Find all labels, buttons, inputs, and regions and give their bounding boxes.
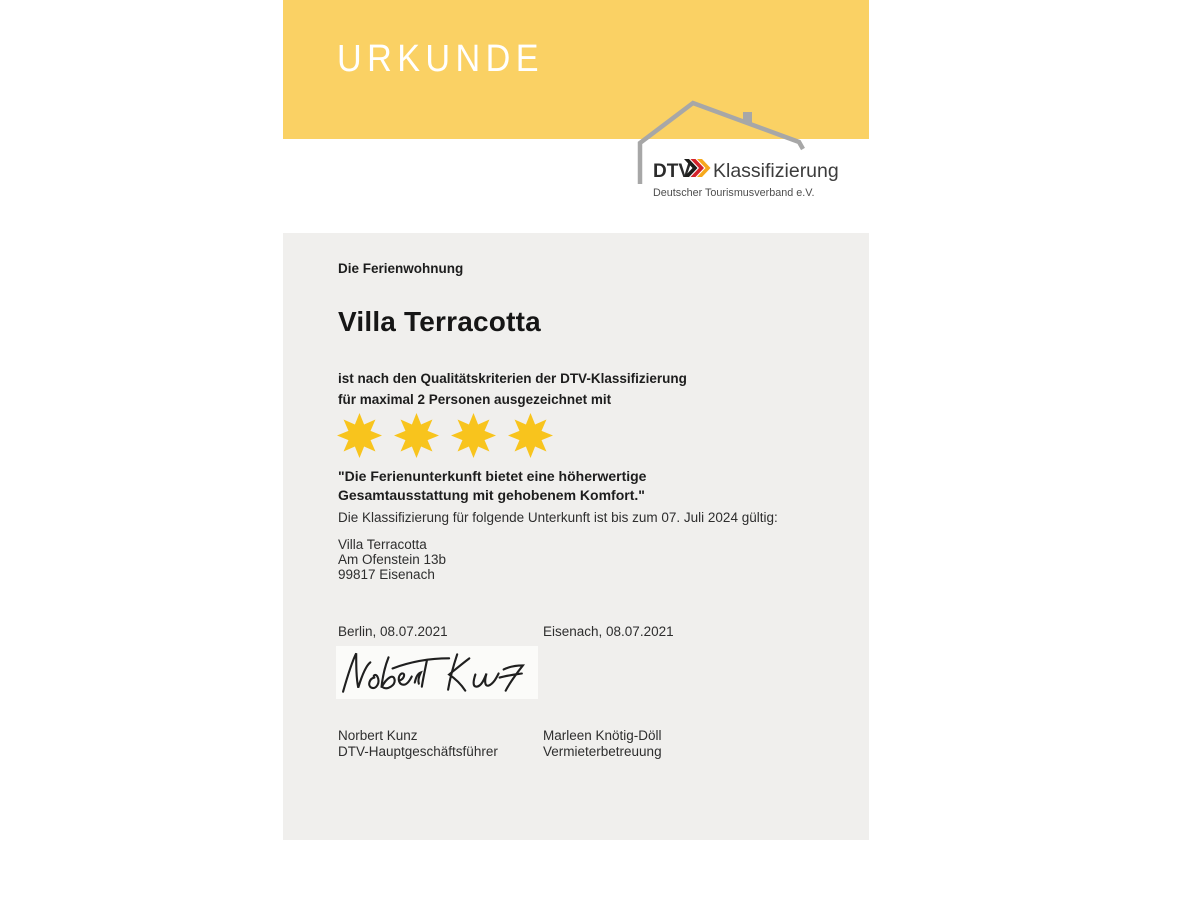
star-icon [394, 412, 439, 459]
stars-row [337, 412, 553, 459]
star-icon [337, 412, 382, 459]
quote-line-1: "Die Ferienunterkunft bietet eine höherwertige [338, 468, 647, 484]
intro-label: Die Ferienwohnung [338, 261, 464, 276]
date-left: Berlin, 08.07.2021 [338, 624, 448, 639]
signer-left [338, 728, 498, 760]
quote-line-2: Gesamtausstattung mit gehobenem Komfort." [338, 486, 645, 503]
star-icon [508, 412, 553, 459]
certificate-body [283, 233, 869, 840]
handwritten-signature [336, 646, 538, 699]
signer-right-title: Vermieterbetreuung [543, 744, 662, 759]
quote-text [338, 467, 646, 504]
property-name: Villa Terracotta [338, 306, 541, 337]
logo-subtitle: Deutscher Tourismusverband e.V. [653, 187, 815, 199]
validity-text: Die Klassifizierung für folgende Unterkunft ist bis zum 07. Juli 2024 gültig: [338, 510, 778, 525]
award-line-1: ist nach den Qualitätskriterien der DTV-Klassifizierung [338, 371, 687, 386]
logo-brand: DTV [653, 161, 691, 182]
signer-left-name: Norbert Kunz [338, 728, 418, 743]
address-line-3: 99817 Eisenach [338, 567, 435, 582]
date-right: Eisenach, 08.07.2021 [543, 624, 674, 639]
star-icon [451, 412, 496, 459]
address-line-1: Villa Terracotta [338, 537, 427, 552]
award-line-2: für maximal 2 Personen ausgezeichnet mit [338, 392, 612, 407]
address-line-2: Am Ofenstein 13b [338, 552, 447, 567]
award-text [338, 368, 687, 410]
property-address [338, 537, 446, 582]
signer-left-title: DTV-Hauptgeschäftsführer [338, 744, 498, 759]
page-title: URKUNDE [337, 38, 544, 80]
dtv-logo [625, 93, 855, 205]
signature-image [336, 646, 538, 699]
signer-right [543, 728, 662, 760]
logo-brand-suffix: Klassifizierung [713, 160, 839, 182]
signer-right-name: Marleen Knötig-Döll [543, 728, 662, 743]
